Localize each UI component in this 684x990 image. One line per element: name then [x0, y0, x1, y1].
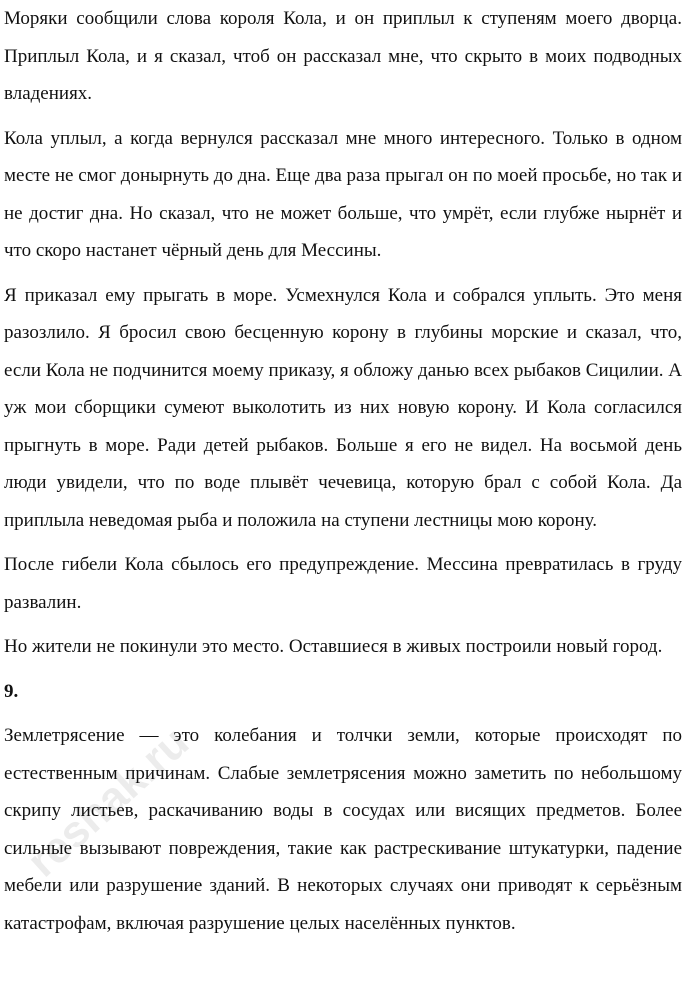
paragraph-2: Кола уплыл, а когда вернулся рассказал мне много интересного. Только в одном месте не смог донырнуть до дна. Еще два раза прыгал он по моей просьбе, но так и не достиг дна. Но сказал, что не может больше, что умрёт, если глубже нырнёт и что скоро настанет чёрный день для Мессины. [4, 127, 682, 261]
paragraph-1: Моряки сообщили слова короля Кола, и он приплыл к ступеням моего дворца. Приплыл Кола, и я сказал, чтоб он рассказал мне, что скрыто в моих подводных владениях. [4, 8, 682, 104]
paragraph-4: После гибели Кола сбылось его предупреждение. Мессина превратилась в груду развалин. [4, 554, 682, 613]
paragraph-5: Но жители не покинули это место. Оставшиеся в живых построили новый город. [4, 636, 663, 657]
section-number: 9. [4, 680, 19, 702]
paragraph-3: Я приказал ему прыгать в море. Усмехнулся Кола и собрался уплыть. Это меня разозлило. Я бросил свою бесценную корону в глубины морские и сказал, что, если Кола не подчинится моему приказу, я обложу данью всех рыбаков Сицилии. А уж мои сборщики сумеют выколотить из них новую корону. И Кола согласился прыгнуть в море. Ради детей рыбаков. Больше я его не видел. На восьмой день люди увидели, что по воде плывёт чечевица, которую брал с собой Кола. Да приплыла неведомая рыба и положила на ступени лестницы мою корону. [4, 284, 682, 531]
document-page [4, 0, 682, 949]
watermark-logo: reshak.ru [18, 717, 199, 887]
section-paragraph: Землетрясение — это колебания и толчки земли, которые происходят по естественным причинам. Слабые землетрясения можно заметить по небольшому скрипу листьев, раскачиванию воды в сосудах или висящих предметов. Более сильные вызывают повреждения, такие как растрескивание штукатурки, падение мебели или разрушение зданий. В некоторых случаях они приводят к серьёзным катастрофам, включая разрушение целых населённых пунктов. [4, 725, 682, 934]
